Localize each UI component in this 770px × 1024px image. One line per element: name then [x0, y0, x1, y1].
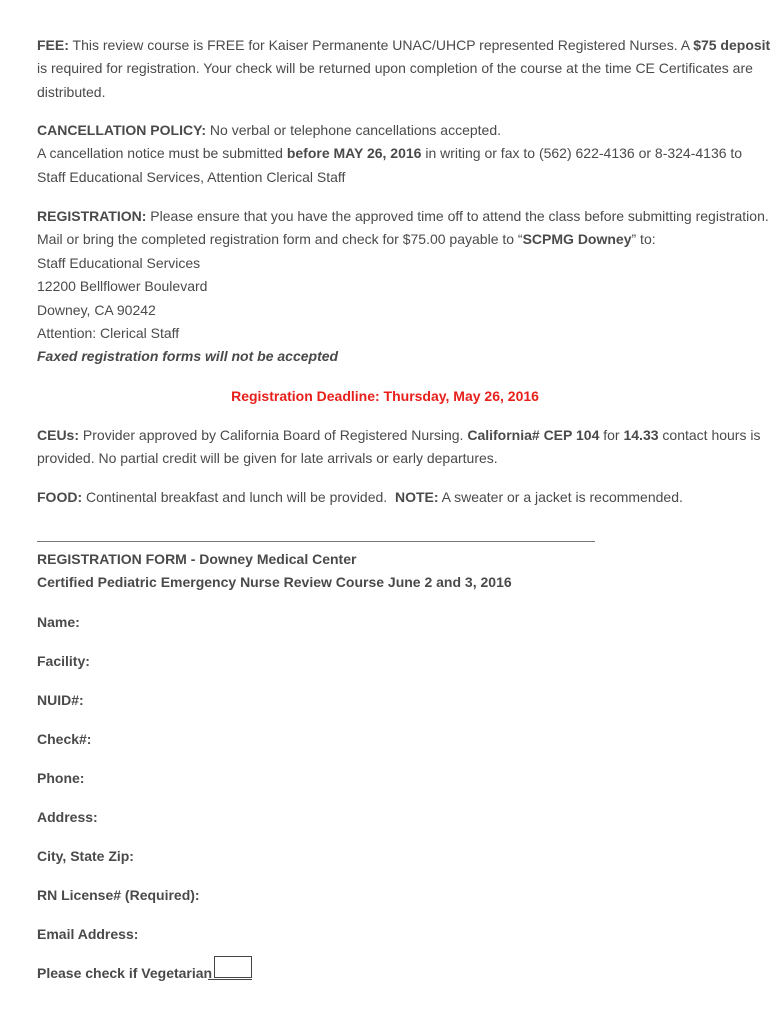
cancellation-section — [37, 119, 743, 189]
rn-license-field-label: RN License# (Required): — [37, 887, 200, 903]
contact-hours: 14.33 — [623, 427, 659, 443]
check-field-label: Check#: — [37, 731, 92, 747]
registration-line-2b: ” to: — [631, 231, 656, 248]
cancellation-line-2a: A cancellation notice must be submitted — [37, 145, 287, 162]
fee-section — [37, 34, 770, 104]
address-line: 12200 Bellflower Boulevard — [37, 278, 208, 295]
fee-line-3: distributed. — [37, 83, 106, 100]
checkbox-underline — [208, 979, 252, 980]
food-section — [37, 486, 737, 509]
city-state-zip-field-label: City, State Zip: — [37, 848, 134, 864]
address-field-label: Address: — [37, 809, 98, 825]
vegetarian-checkbox[interactable] — [214, 956, 252, 978]
fee-label: FEE: — [37, 37, 69, 53]
ceus-section — [37, 424, 761, 471]
ceus-text-3: contact hours is — [658, 427, 761, 443]
fee-deposit: $75 deposit — [693, 37, 770, 53]
ceus-text-2: for — [599, 427, 624, 443]
fax-note: Faxed registration forms will not be accepted — [37, 348, 339, 365]
cancellation-label: CANCELLATION POLICY: — [37, 122, 207, 138]
registration-label: REGISTRATION: — [37, 208, 147, 224]
note-label: NOTE: — [394, 489, 439, 505]
registration-form-header — [37, 548, 737, 595]
form-subtitle: Certified Pediatric Emergency Nurse Review Course June 2 and 3, 2016 — [37, 574, 512, 591]
cep-number: California# CEP 104 — [467, 427, 600, 443]
registration-section — [37, 205, 769, 369]
ceus-label: CEUs: — [37, 427, 80, 443]
section-divider — [37, 541, 595, 542]
fee-line-2: is required for registration. Your check will be returned upon completion of the course at the time CE Certificates are — [37, 60, 753, 77]
cancellation-line-3: Staff Educational Services, Attention Clerical Staff — [37, 168, 346, 185]
ceus-text-1: Provider approved by California Board of Registered Nursing. — [79, 427, 468, 443]
name-field-label: Name: — [37, 614, 80, 630]
form-title: REGISTRATION FORM - Downey Medical Center — [37, 551, 357, 567]
email-field-label: Email Address: — [37, 926, 139, 942]
registration-deadline: Registration Deadline: Thursday, May 26, 2016 — [231, 388, 539, 404]
facility-field-label: Facility: — [37, 653, 90, 669]
payee-name: SCPMG Downey — [522, 231, 632, 248]
fee-text: This review course is FREE for Kaiser Permanente UNAC/UHCP represented Registered Nurses. A — [68, 37, 694, 53]
registration-text: Please ensure that you have the approved time off to attend the class before submitting registration. — [146, 208, 769, 224]
address-line: Attention: Clerical Staff — [37, 324, 180, 341]
cancellation-deadline: before MAY 26, 2016 — [286, 145, 422, 162]
cancellation-text: No verbal or telephone cancellations accepted. — [206, 122, 501, 138]
cancellation-line-2b: in writing or fax to (562) 622-4136 or 8-324-4136 to — [421, 145, 743, 162]
food-text: Continental breakfast and lunch will be provided. — [82, 489, 395, 505]
note-text: A sweater or a jacket is recommended. — [438, 489, 683, 505]
registration-line-2a: Mail or bring the completed registration form and check for $75.00 payable to “ — [37, 231, 523, 248]
address-line: Staff Educational Services — [37, 254, 201, 271]
vegetarian-label: Please check if Vegetarian — [37, 965, 213, 981]
food-label: FOOD: — [37, 489, 83, 505]
phone-field-label: Phone: — [37, 770, 85, 786]
address-line: Downey, CA 90242 — [37, 301, 156, 318]
nuid-field-label: NUID#: — [37, 692, 84, 708]
ceus-line-2: provided. No partial credit will be given for late arrivals or early departures. — [37, 450, 498, 467]
